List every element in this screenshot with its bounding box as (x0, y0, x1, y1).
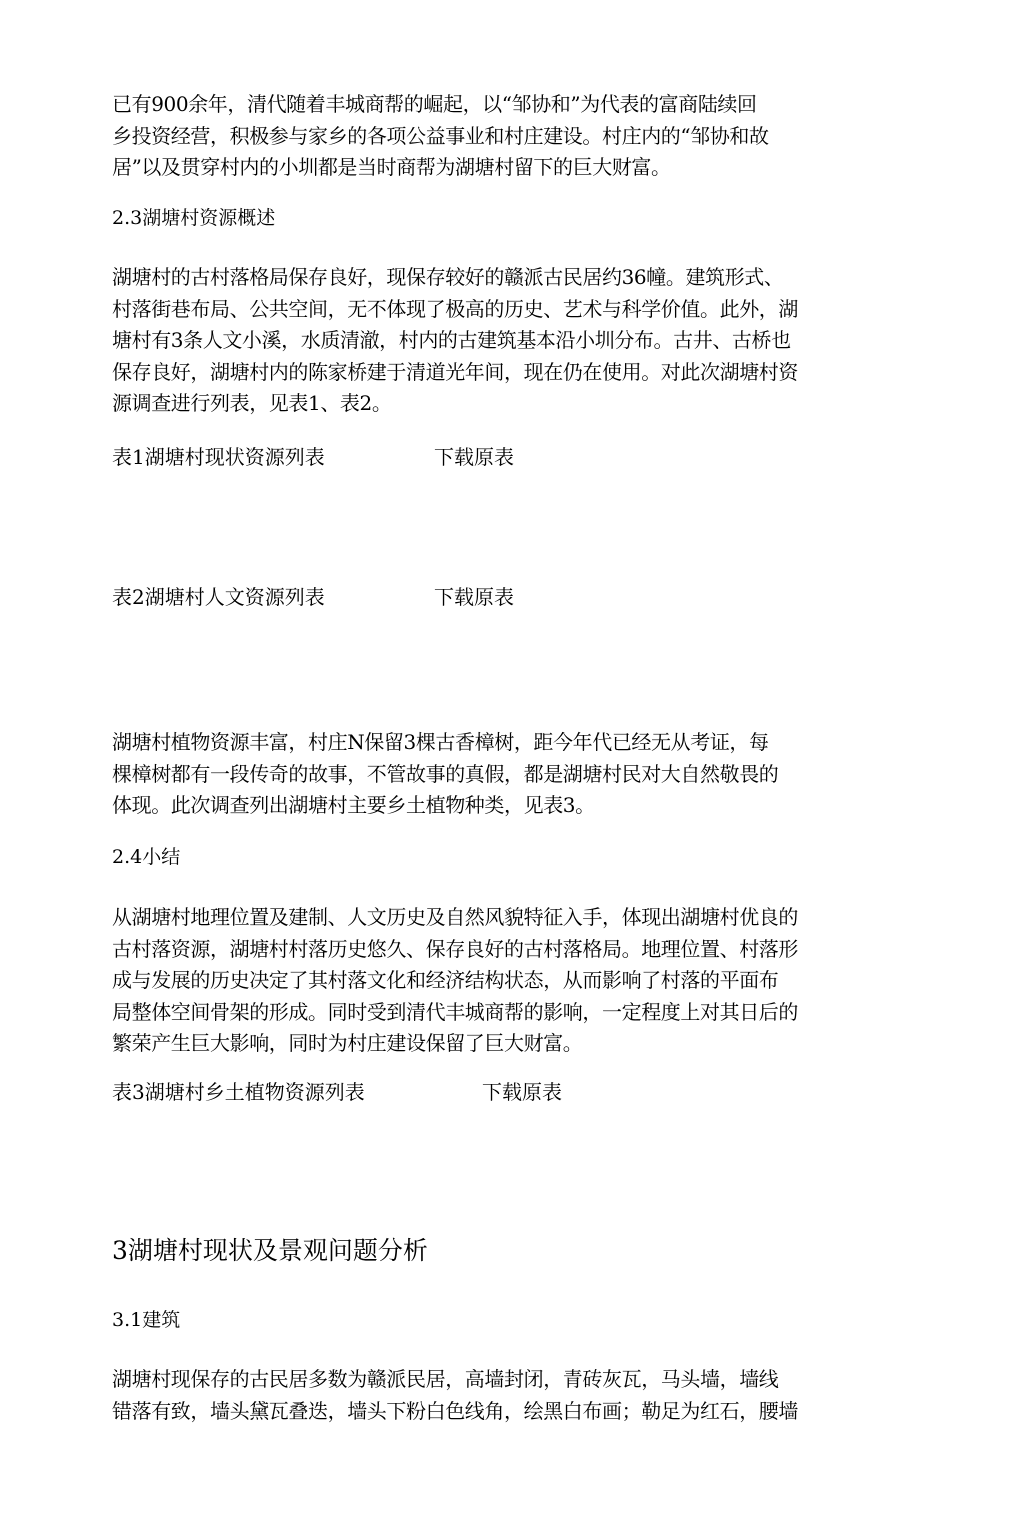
text-line: 棵樟树都有一段传奇的故事，不管故事的真假，都是湖塘村民对大自然敬畏的 (112, 761, 779, 786)
text-line: 体现。此次调查列出湖塘村主要乡土植物种类，见表3。 (112, 793, 595, 817)
text-line: 塘村有3条人文小溪，水质清澈，村内的古建筑基本沿小圳分布。古井、古桥也 (112, 328, 791, 352)
section-heading-3-1: 3.1建筑 (112, 1309, 181, 1331)
section-heading-2-3: 2.3湖塘村资源概述 (112, 207, 276, 229)
text-line: 湖塘村植物资源丰富，村庄N保留3棵古香樟树，距今年代已经无从考证，每 (112, 730, 769, 754)
text-line: 局整体空间骨架的形成。同时受到清代丰城商帮的影响，一定程度上对其日后的 (112, 999, 798, 1024)
text-line: 从湖塘村地理位置及建制、人文历史及自然风貌特征入手，体现出湖塘村优良的 (112, 905, 798, 929)
text-line: 湖塘村的古村落格局保存良好，现保存较好的赣派古民居约36幢。建筑形式、 (112, 265, 784, 289)
table-3-caption: 表3湖塘村乡土植物资源列表 (112, 1080, 365, 1104)
table-2-caption: 表2湖塘村人文资源列表 (112, 585, 325, 609)
text-line: 错落有致，墙头黛瓦叠迭，墙头下粉白色线角，绘黑白布画；勒足为红石，腰墙 (112, 1398, 798, 1423)
text-line: 繁荣产生巨大影响，同时为村庄建设保留了巨大财富。 (112, 1031, 583, 1055)
table-1-download-link[interactable]: 下载原表 (434, 445, 514, 469)
text-line: 湖塘村现保存的古民居多数为赣派民居，高墙封闭，青砖灰瓦，马头墙，墙线 (112, 1367, 779, 1391)
table-2-download-link[interactable]: 下载原表 (434, 585, 514, 609)
text-line: 已有900余年，清代随着丰城商帮的崛起，以“邹协和”为代表的富商陆续回 (112, 92, 757, 116)
paragraph-intro-history (112, 89, 892, 184)
text-line: 源调查进行列表，见表1、表2。 (112, 391, 392, 415)
paragraph-summary (112, 902, 892, 1060)
text-line: 村落街巷布局、公共空间，无不体现了极高的历史、艺术与科学价值。此外，湖 (112, 296, 798, 321)
chapter-heading-3: 3湖塘村现状及景观问题分析 (112, 1236, 428, 1265)
text-line: 成与发展的历史决定了其村落文化和经济结构状态，从而影响了村落的平面布 (112, 968, 779, 992)
table-1-reference (112, 443, 892, 471)
text-line: 古村落资源，湖塘村村落历史悠久、保存良好的古村落格局。地理位置、村落形 (112, 936, 798, 961)
table-2-reference (112, 583, 892, 611)
text-line: 居”以及贯穿村内的小圳都是当时商帮为湖塘村留下的巨大财富。 (112, 155, 671, 179)
table-3-download-link[interactable]: 下载原表 (482, 1080, 562, 1104)
table-3-reference (112, 1078, 892, 1106)
text-line: 保存良好，湖塘村内的陈家桥建于清道光年间，现在仍在使用。对此次湖塘村资 (112, 359, 798, 384)
paragraph-plant-resources (112, 727, 892, 822)
text-line: 乡投资经营，积极参与家乡的各项公益事业和村庄建设。村庄内的“邹协和故 (112, 123, 769, 148)
table-1-caption: 表1湖塘村现状资源列表 (112, 445, 325, 469)
paragraph-architecture (112, 1364, 892, 1427)
paragraph-resource-overview (112, 262, 892, 420)
section-heading-2-4: 2.4小结 (112, 846, 181, 868)
